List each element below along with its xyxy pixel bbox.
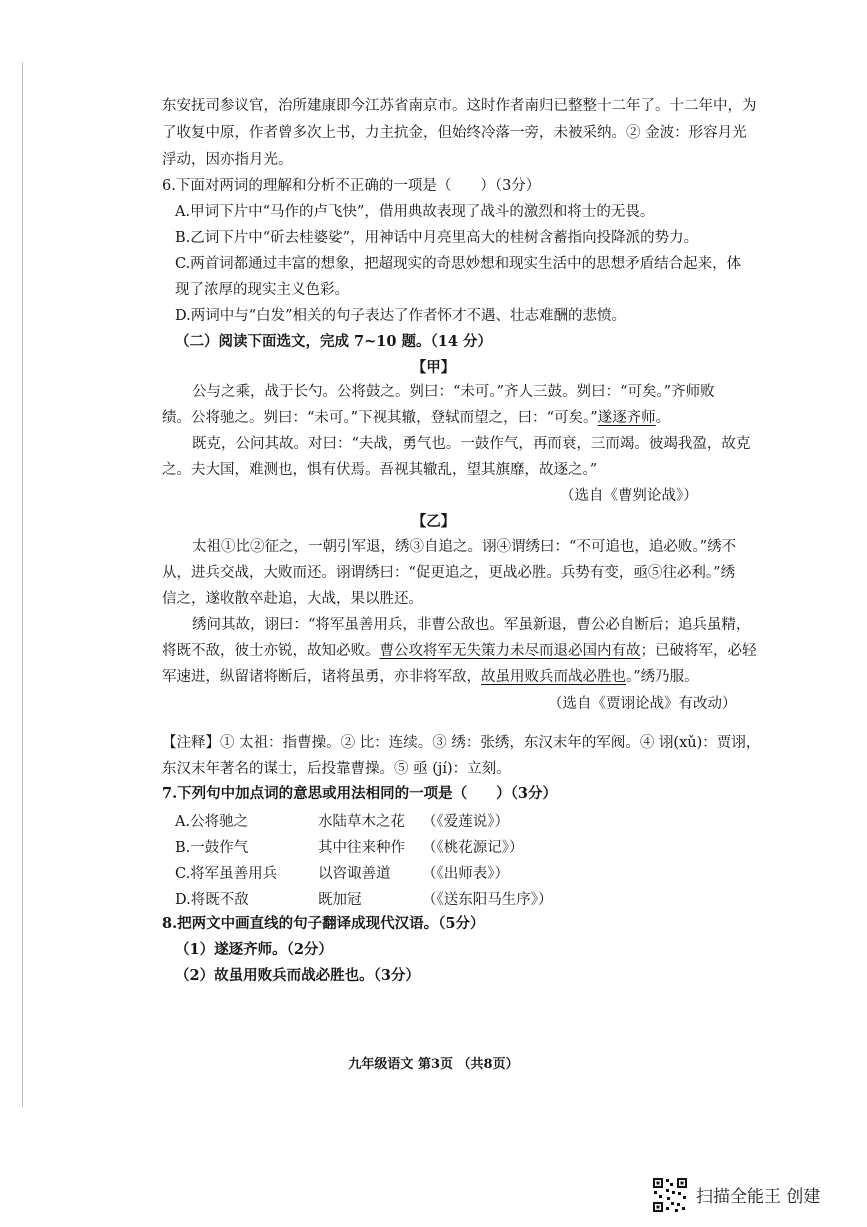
yi-underlined-sentence-2: 故虽用败兵而战必胜也 (481, 669, 626, 685)
q7-a-source: （《爱莲说》） (422, 814, 509, 830)
jia-paragraph-1-line1: 公与之乘，战于长勺。公将鼓之。刿曰：“未可。”齐人三鼓。刿曰：“可矣。”齐师败 (192, 384, 715, 400)
notes-line-1: 【注释】① 太祖：指曹操。② 比：连续。③ 绣：张绣，东汉末年的军阀。④ 诩(xǔ)：贾诩， (162, 735, 761, 751)
yi-line-1: 太祖①比②征之，一朝引军退，绣③自追之。诩④谓绣曰：“不可追也，追必败。”绣不 (192, 539, 737, 555)
q7-stem: 7.下列句中加点词的意思或用法相同的一项是（ ）（3分） (162, 785, 557, 802)
yi-line-6: 军速进，纵留诸将断后，诸将虽勇，亦非将军敌，故虽用败兵而战必胜也。”绣乃服。 (162, 669, 699, 685)
jia-title: 【甲】 (411, 359, 456, 376)
q8-stem: 8.把两文中画直线的句子翻译成现代汉语。（5分） (162, 915, 485, 932)
q7-b-sentence: B.一鼓作气 (175, 840, 249, 856)
q6-option-b: B.乙词下片中“斫去桂婆娑”，用神话中月亮里高大的桂树含蓄指向投降派的势力。 (175, 230, 699, 246)
q7-d-sentence: D.将既不敌 (175, 892, 249, 908)
q7-b-compare: 其中往来种作 (318, 840, 405, 856)
q6-option-d: D.两词中与“白发”相关的句子表达了作者怀才不遇、壮志难酬的悲愤。 (175, 308, 627, 324)
yi-line-3: 信之，遂收散卒赴追，大战，果以胜还。 (162, 591, 423, 607)
section-2-heading: （二）阅读下面选文，完成 7~10 题。（14 分） (175, 333, 492, 350)
annotation-line-1: 东安抚司参议官，治所建康即今江苏省南京市。这时作者南归已整整十二年了。十二年中，为 (162, 98, 757, 114)
annotation-line-3: 浮动，因亦指月光。 (162, 152, 293, 168)
q7-b-source: （《桃花源记》） (422, 840, 524, 856)
q6-option-c-line2: 现了浓厚的现实主义色彩。 (175, 282, 349, 298)
q6-option-a: A.甲词下片中“马作的卢飞快”，借用典故表现了战斗的激烈和将士的无畏。 (175, 204, 655, 220)
q7-d-source: （《送东阳马生序》） (422, 892, 553, 908)
notes-line-2: 东汉末年著名的谋士，后投靠曹操。⑤ 亟 (jí)：立刻。 (162, 761, 511, 777)
q7-c-source: （《出师表》） (422, 866, 509, 882)
q7-a-sentence: A.公将驰之 (175, 814, 249, 830)
yi-title: 【乙】 (411, 513, 456, 530)
q7-d-compare: 既加冠 (318, 892, 362, 908)
yi-line-5: 将既不敌，彼士亦锐，故知必败。曹公攻将军无失策力未尽而退必国内有故；已破将军，必轻 (162, 643, 757, 659)
q6-option-c-line1: C.两首词都通过丰富的想象，把超现实的奇思妙想和现实生活中的思想矛盾结合起来，体 (175, 256, 742, 272)
q8-sub-2: （2）故虽用败兵而战必胜也。（3分） (175, 967, 420, 984)
annotation-line-2: 了收复中原，作者曾多次上书，力主抗金，但始终冷落一旁，未被采纳。② 金波：形容月光 (162, 125, 747, 141)
yi-line-4: 绣问其故，诩曰：“将军虽善用兵，非曹公敌也。军虽新退，曹公必自断后；追兵虽精， (192, 617, 751, 633)
jia-paragraph-2-line1: 既克，公问其故。对曰：“夫战，勇气也。一鼓作气，再而衰，三而竭。彼竭我盈，故克 (192, 436, 751, 452)
yi-source: （选自《贾诩论战》有改动） (548, 696, 737, 712)
yi-underlined-sentence-1: 曹公攻将军无失策力未尽而退必国内有故 (379, 643, 641, 659)
q7-a-compare: 水陆草木之花 (318, 814, 405, 830)
q7-c-compare: 以咨诹善道 (318, 866, 391, 882)
q7-c-sentence: C.将军虽善用兵 (175, 866, 278, 882)
jia-source: （选自《曹刿论战》） (560, 488, 698, 504)
page-edge-line (22, 62, 23, 1107)
q6-stem: 6.下面对两词的理解和分析不正确的一项是（ ）（3分） (162, 178, 541, 194)
page-footer: 九年级语文 第3页 （共8页） (348, 1057, 519, 1072)
yi-line-2: 从，进兵交战，大败而还。诩谓绣曰：“促更追之，更战必胜。兵势有变，亟⑤往必利。”绣 (162, 565, 736, 581)
jia-underlined-sentence: 遂逐齐师 (597, 410, 656, 426)
qr-code-icon (652, 1177, 688, 1213)
jia-paragraph-2-line2: 之。夫大国，难测也，惧有伏焉。吾视其辙乱，望其旗靡，故逐之。” (162, 462, 598, 478)
q8-sub-1: （1）遂逐齐师。（2分） (175, 941, 333, 958)
scanner-watermark: 扫描全能王 创建 (696, 1187, 821, 1207)
jia-paragraph-1-line2: 绩。公将驰之。刿曰：“未可。”下视其辙，登轼而望之，曰：“可矣。”遂逐齐师。 (162, 410, 671, 426)
